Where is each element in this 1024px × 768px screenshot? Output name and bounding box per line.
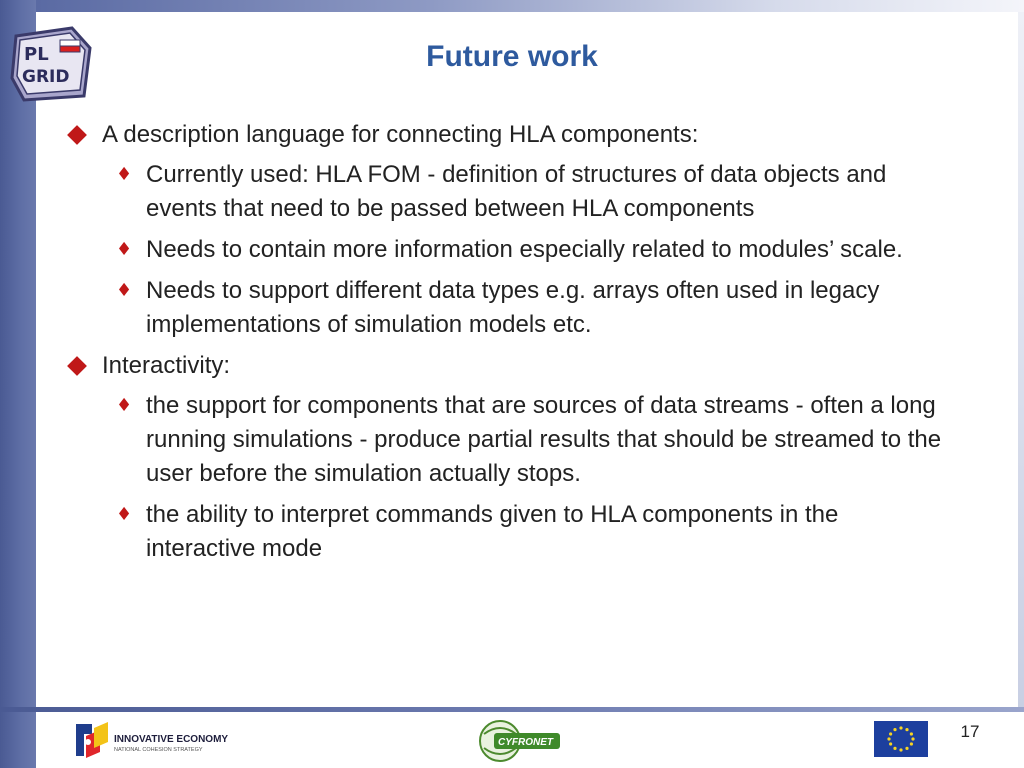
small-diamond-bullet-icon: ♦	[116, 239, 133, 260]
eu-flag-logo	[874, 721, 928, 757]
bullet-item	[68, 118, 968, 152]
innovative-economy-logo	[74, 720, 254, 760]
sub-bullet-text: Needs to support different data types e.g. arrays often used in legacy implementations of simulation models etc.	[146, 277, 880, 338]
sub-bullet-item	[112, 233, 946, 267]
innovative-economy-title: INNOVATIVE ECONOMY	[114, 734, 229, 745]
bullet-item	[68, 349, 968, 383]
frame-top-bar	[36, 0, 1024, 12]
small-diamond-bullet-icon: ♦	[116, 280, 133, 301]
small-diamond-bullet-icon: ♦	[116, 504, 133, 525]
sub-bullet-item	[112, 274, 946, 342]
plgrid-logo-line1: PL	[24, 44, 49, 65]
frame-left-bar	[0, 0, 36, 768]
slide-content	[68, 118, 968, 573]
plgrid-logo-line2: GRID	[22, 67, 70, 87]
bullet-text: Interactivity:	[102, 352, 231, 379]
cyfronet-logo	[476, 718, 566, 764]
plgrid-logo	[10, 26, 94, 102]
sub-bullet-text: the support for components that are sources of data streams - often a long running simulations - produce partial results that should be streamed to the user before the simulation actually stops.	[146, 392, 942, 487]
small-diamond-bullet-icon: ♦	[116, 164, 133, 185]
slide-title: Future work	[426, 40, 598, 73]
bullet-text: A description language for connecting HLA components:	[102, 121, 699, 148]
sub-bullet-text: Currently used: HLA FOM - definition of structures of data objects and events that need to be passed between HLA components	[146, 161, 887, 222]
small-diamond-bullet-icon: ♦	[116, 395, 133, 416]
diamond-bullet-icon	[67, 125, 87, 145]
innovative-economy-subtitle: NATIONAL COHESION STRATEGY	[114, 747, 203, 753]
sub-bullet-item	[112, 389, 946, 491]
page-number: 17	[960, 722, 980, 741]
sub-bullet-item	[112, 158, 946, 226]
sub-bullet-item	[112, 498, 946, 566]
sub-bullet-text: Needs to contain more information especially related to modules’ scale.	[146, 236, 903, 263]
cyfronet-text: CYFRONET	[498, 737, 553, 748]
sub-bullet-text: the ability to interpret commands given to HLA components in the interactive mode	[146, 501, 839, 562]
frame-bottom-bar	[0, 707, 1024, 712]
diamond-bullet-icon	[67, 356, 87, 376]
frame-right-bar	[1018, 12, 1024, 712]
